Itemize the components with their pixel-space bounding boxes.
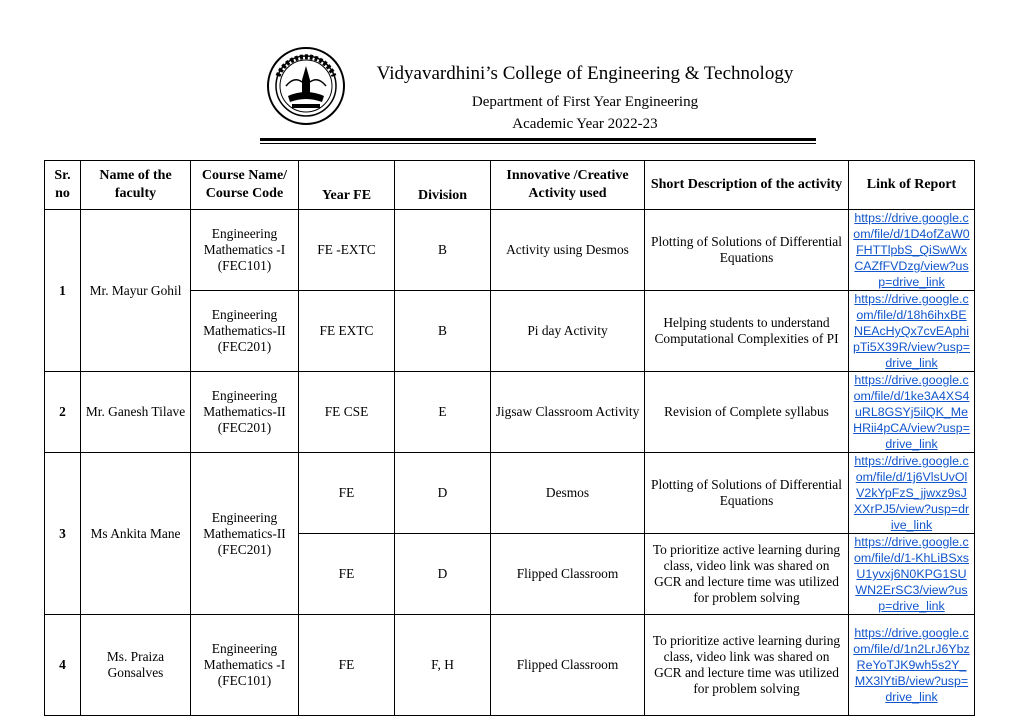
header-link: Link of Report [849,161,975,210]
year-cell: FE CSE [299,372,395,453]
year-cell: FE [299,453,395,534]
header-division: Division [395,161,491,210]
course-cell: Engineering Mathematics-II (FEC201) [191,291,299,372]
report-link[interactable]: https://drive.google.com/file/d/1ke3A4XS4uRL8GSYj5ilQK_MeHRii4pCA/view?usp=drive_link [849,372,975,453]
activity-table [44,160,975,716]
faculty-cell: Mr. Ganesh Tilave [81,372,191,453]
report-link[interactable]: https://drive.google.com/file/d/1n2LrJ6YbzReYoTJK9wh5s2Y_MX3lYtiB/view?usp=drive_link [849,615,975,716]
faculty-cell: Mr. Mayur Gohil [81,210,191,372]
course-cell: Engineering Mathematics-II (FEC201) [191,453,299,615]
division-cell: F, H [395,615,491,716]
division-cell: E [395,372,491,453]
header-divider-thin [260,143,816,144]
table-row [45,210,975,291]
division-cell: D [395,453,491,534]
header-activity: Innovative /Creative Activity used [491,161,645,210]
page-header [0,0,1024,150]
sr-no-cell: 3 [45,453,81,615]
description-cell: Plotting of Solutions of Differential Equations [645,453,849,534]
report-link[interactable]: https://drive.google.com/file/d/1j6VlsUvOlV2kYpFzS_jjwxz9sJXXrPJ5/view?usp=drive_link [849,453,975,534]
activity-cell: Flipped Classroom [491,615,645,716]
activity-cell: Activity using Desmos [491,210,645,291]
header-faculty: Name of the faculty [81,161,191,210]
faculty-cell: Ms. Praiza Gonsalves [81,615,191,716]
activity-cell: Flipped Classroom [491,534,645,615]
year-cell: FE EXTC [299,291,395,372]
description-cell: To prioritize active learning during class, video link was shared on GCR and lecture time was utilized for problem solving [645,615,849,716]
course-cell: Engineering Mathematics -I (FEC101) [191,210,299,291]
academic-year: Academic Year 2022-23 [512,116,658,132]
table-header-row [45,161,975,210]
division-cell: B [395,210,491,291]
description-cell: To prioritize active learning during class, video link was shared on GCR and lecture time was utilized for problem solving [645,534,849,615]
description-cell: Revision of Complete syllabus [645,372,849,453]
year-cell: FE -EXTC [299,210,395,291]
title-block [350,62,820,134]
course-cell: Engineering Mathematics-II (FEC201) [191,372,299,453]
header-course: Course Name/ Course Code [191,161,299,210]
activity-cell: Desmos [491,453,645,534]
activity-cell: Jigsaw Classroom Activity [491,372,645,453]
college-logo-icon [266,46,346,126]
course-cell: Engineering Mathematics -I (FEC101) [191,615,299,716]
division-cell: D [395,534,491,615]
year-cell: FE [299,534,395,615]
sr-no-cell: 4 [45,615,81,716]
report-link[interactable]: https://drive.google.com/file/d/18h6ihxBENEAcHyQx7cvEAphipTi5X39R/view?usp=drive_link [849,291,975,372]
college-name: Vidyavardhini’s College of Engineering & Technology [376,63,794,84]
department-name: Department of First Year Engineering [471,94,699,110]
header-year: Year FE [299,161,395,210]
table-row [45,453,975,534]
report-link[interactable]: https://drive.google.com/file/d/1D4ofZaW0FHTTlpbS_QiSwWxCAZfFVDzg/view?usp=drive_link [849,210,975,291]
description-cell: Helping students to understand Computational Complexities of PI [645,291,849,372]
year-cell: FE [299,615,395,716]
table-row [45,615,975,716]
description-cell: Plotting of Solutions of Differential Equations [645,210,849,291]
sr-no-cell: 2 [45,372,81,453]
header-sr-no: Sr. no [45,161,81,210]
table-row [45,372,975,453]
header-divider [260,138,816,141]
activity-cell: Pi day Activity [491,291,645,372]
faculty-cell: Ms Ankita Mane [81,453,191,615]
division-cell: B [395,291,491,372]
header-description: Short Description of the activity [645,161,849,210]
sr-no-cell: 1 [45,210,81,372]
report-link[interactable]: https://drive.google.com/file/d/1-KhLiBSxsU1yvxj6N0KPG1SUWN2ErSC3/view?usp=drive_link [849,534,975,615]
